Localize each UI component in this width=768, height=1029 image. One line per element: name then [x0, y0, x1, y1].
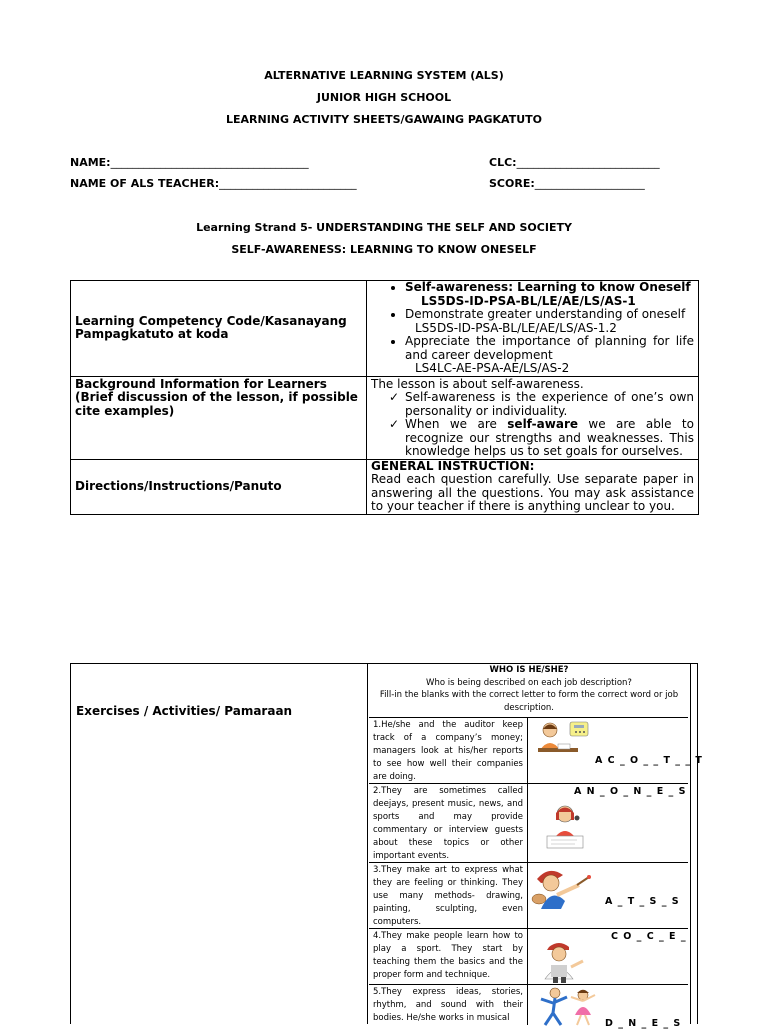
competency-row	[71, 281, 699, 377]
name-blank: ____________________________________	[110, 156, 309, 169]
competency-content	[367, 281, 699, 377]
job-row	[369, 862, 688, 928]
score-field[interactable]	[489, 177, 645, 190]
accountant-illustration-icon	[536, 720, 596, 760]
competency-list	[371, 281, 694, 295]
competency-item: • Appreciate the importance of planning for life and career development	[405, 335, 694, 362]
background-checklist	[371, 391, 694, 459]
clc-label: CLC:	[489, 156, 517, 169]
name-label: NAME:	[70, 156, 111, 169]
directions-label: Directions/Instructions/Panuto	[71, 459, 367, 514]
competency-item: • Self-awareness: Learning to know Oneself	[405, 281, 694, 295]
directions-content	[367, 459, 699, 514]
background-label: Background Information for Learners (Brief discussion of the lesson, if possible cite examples)	[71, 376, 367, 459]
job-answer: A _ T _ S _ S	[605, 896, 680, 907]
coach-illustration-icon	[533, 939, 589, 983]
activity-instructions	[368, 664, 690, 714]
lesson-info-table	[70, 280, 699, 515]
teacher-field[interactable]	[70, 177, 357, 190]
background-intro: The lesson is about self-awareness.	[371, 376, 584, 391]
announcer-illustration-icon	[541, 800, 591, 852]
job-answer: D _ N _ E _ S	[605, 1018, 682, 1029]
name-field[interactable]	[70, 156, 309, 169]
competency-item: • Demonstrate greater understanding of oneself	[405, 308, 694, 322]
check-item: ✓ Self-awareness is the experience of one’s own personality or individuality.	[405, 391, 694, 418]
exercises-table	[70, 663, 703, 1029]
learning-strand-title: Learning Strand 5- UNDERSTANDING THE SELF AND SOCIETY	[196, 221, 572, 234]
score-blank: ____________________	[534, 177, 645, 190]
general-instruction-text: Read each question carefully. Use separate paper in answering all the questions. You may ask assistance to your teacher if there is anything unclear to you.	[371, 472, 694, 513]
clc-blank: __________________________	[516, 156, 660, 169]
teacher-label: NAME OF ALS TEACHER:	[70, 177, 220, 190]
activity-direction: Fill-in the blanks with the correct letter to form the correct word or job description.	[379, 690, 679, 713]
artist-illustration-icon	[531, 865, 595, 911]
job-description: 3.They make art to express what they are feeling or thinking. They use many methods- drawing, painting, sculpting, even computers.	[369, 863, 528, 928]
competency-code: LS4LC-AE-PSA-AE/LS/AS-2	[415, 361, 570, 375]
exercises-title: Exercises / Activities/ Pamaraan	[76, 704, 293, 718]
lesson-title: SELF-AWARENESS: LEARNING TO KNOW ONESELF	[231, 243, 537, 256]
background-row	[71, 376, 699, 459]
check-item: ✓ When we are self-aware we are able to recognize our strengths and weaknesses. This knowledge helps us to set goals for ourselves.	[405, 418, 694, 459]
doc-title-line-3: LEARNING ACTIVITY SHEETS/GAWAING PAGKATUTO	[226, 113, 542, 126]
general-instruction-title: GENERAL INSTRUCTION:	[371, 458, 535, 473]
job-row	[369, 984, 688, 1029]
job-answer: A C _ O _ _ T _ _ T	[595, 755, 703, 766]
competency-label: Learning Competency Code/Kasanayang Pampagkatuto at koda	[71, 281, 367, 377]
job-description: 2.They are sometimes called deejays, present music, news, and sports and may provide commentary or interview guests about these topics or other important events.	[369, 784, 528, 862]
job-answer: A N _ O _ N _ E _ S	[574, 786, 687, 797]
activity-title: WHO IS HE/SHE?	[489, 665, 569, 675]
activity-question: Who is being described on each job description?	[426, 677, 632, 688]
directions-row	[71, 459, 699, 514]
competency-code: LS5DS-ID-PSA-BL/LE/AE/LS/AS-1	[421, 293, 636, 308]
competency-list	[371, 308, 694, 322]
doc-title-line-2: JUNIOR HIGH SCHOOL	[316, 91, 452, 104]
score-label: SCORE:	[489, 177, 535, 190]
job-description: 1.He/she and the auditor keep track of a company’s money; managers look at his/her reports to see how well their companies are doing.	[369, 718, 528, 783]
job-row	[369, 928, 688, 984]
competency-code: LS5DS-ID-PSA-BL/LE/AE/LS/AS-1.2	[415, 320, 617, 335]
competency-list	[371, 335, 694, 362]
job-description: 5.They express ideas, stories, rhythm, and sound with their bodies. He/she works in musical	[369, 985, 528, 1025]
dancers-illustration-icon	[533, 987, 603, 1026]
teacher-blank: _________________________	[219, 177, 357, 190]
clc-field[interactable]	[489, 156, 660, 169]
job-description: 4.They make people learn how to play a sport. They start by teaching them the basics and the proper form and technique.	[369, 929, 528, 984]
background-content	[367, 376, 699, 459]
job-row	[369, 717, 703, 783]
job-row	[369, 783, 688, 862]
doc-title-line-1: ALTERNATIVE LEARNING SYSTEM (ALS)	[264, 69, 504, 82]
job-answer: C O _ C _ E _	[611, 931, 687, 942]
